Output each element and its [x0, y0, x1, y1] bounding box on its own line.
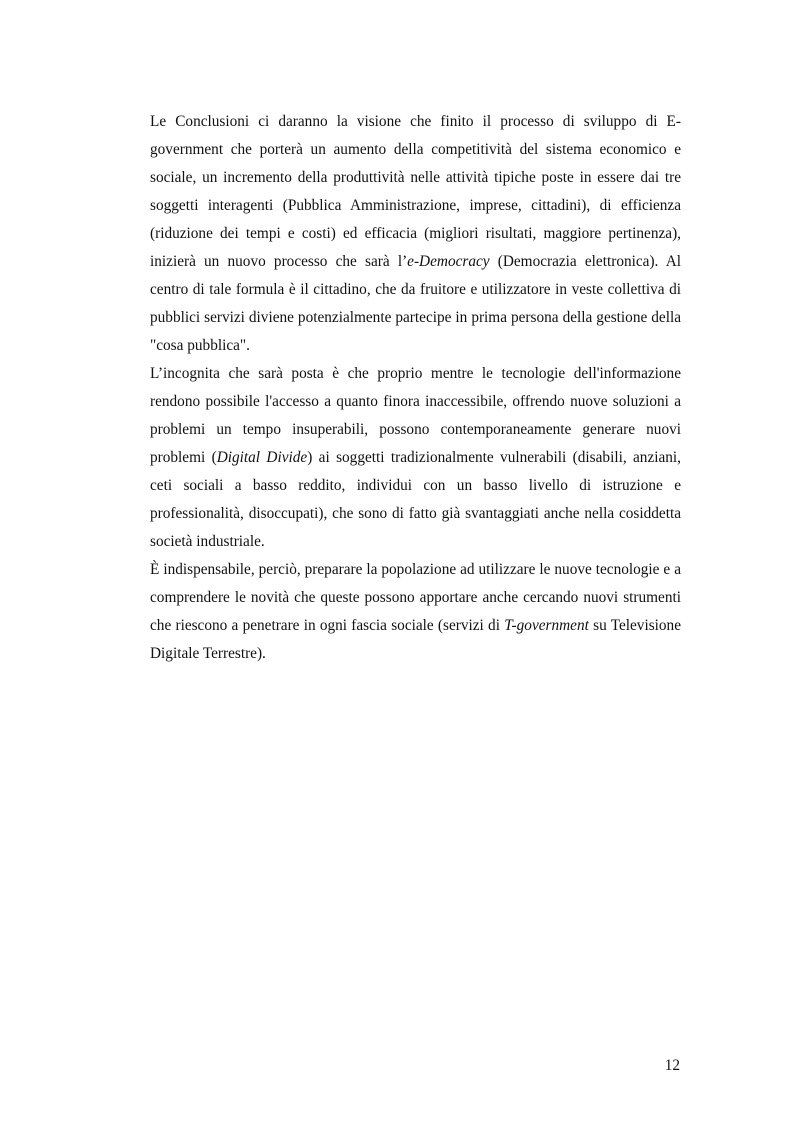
paragraph-1-text-1: Le Conclusioni ci daranno la visione che finito il processo di sviluppo di E-government che porterà un aumento della competitività del sistema economico e sociale, un incremento della produttività nelle attività tipiche poste in essere dai tre soggetti interagenti (Pubblica Amministrazione, imprese, cittadini), di efficienza (riduzione dei tempi e costi) ed efficacia (migliori risultati, maggiore pertinenza), inizierà un nuovo processo che sarà l’	[150, 113, 681, 270]
term-digital-divide: Digital Divide	[216, 449, 308, 466]
body-text	[150, 108, 681, 668]
paragraph-incognita	[150, 360, 681, 556]
paragraph-2-text-1: L’incognita che sarà posta è che proprio mentre le tecnologie dell'informazione rendono possibile l'accesso a quanto finora inaccessibile, offrendo nuove soluzioni a problemi un tempo insuperabili, possono contemporaneamente generare nuovi problemi (	[150, 365, 681, 466]
term-t-government: T-government	[504, 617, 589, 634]
term-e-democracy: e-Democracy	[407, 253, 490, 270]
page-number: 12	[664, 1057, 680, 1074]
paragraph-3-text-2: su Televisione Digitale Terrestre).	[150, 617, 681, 662]
paragraph-conclusioni	[150, 108, 681, 360]
paragraph-3-text-1: È indispensabile, perciò, preparare la popolazione ad utilizzare le nuove tecnologie e a comprendere le novità che queste possono apportare anche cercando nuovi strumenti che riescono a penetrare in ogni fascia sociale (servizi di	[150, 561, 681, 634]
paragraph-1-text-2: (Democrazia elettronica). Al centro di tale formula è il cittadino, che da fruitore e utilizzatore in veste collettiva di pubblici servizi diviene potenzialmente partecipe in prima persona della gestione della "cosa pubblica".	[150, 253, 681, 354]
paragraph-2-text-2: ) ai soggetti tradizionalmente vulnerabili (disabili, anziani, ceti sociali a basso reddito, individui con un basso livello di istruzione e professionalità, disoccupati), che sono di fatto già svantaggiati anche nella cosiddetta società industriale.	[150, 449, 681, 550]
paragraph-indispensabile	[150, 556, 681, 668]
